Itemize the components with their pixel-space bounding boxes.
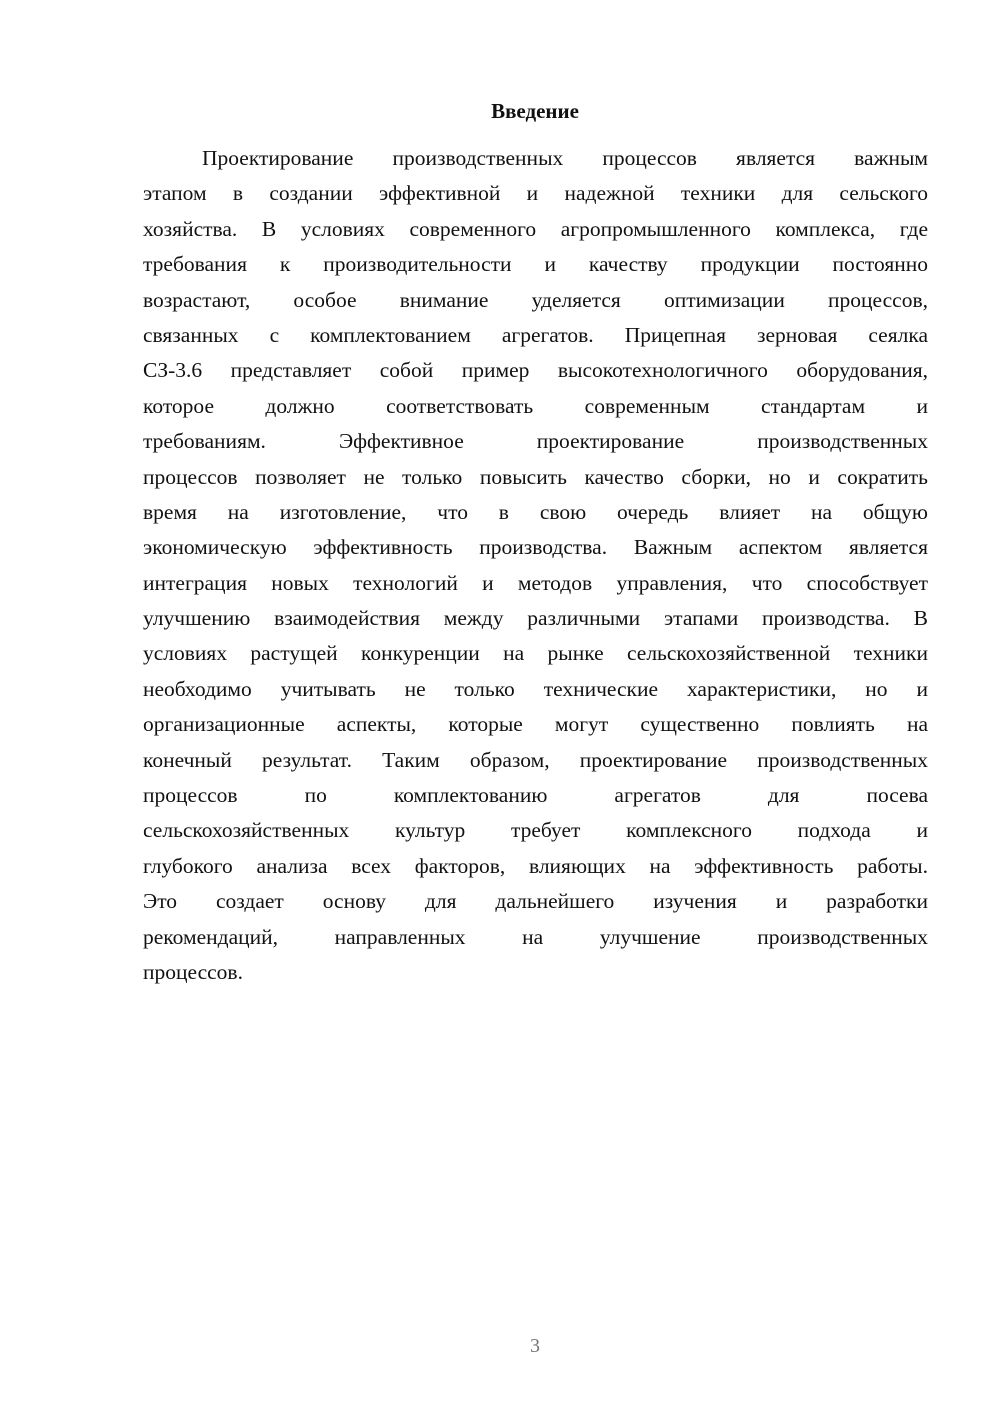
paragraph-line: этапом в создании эффективной и надежной техники для сельского xyxy=(143,181,928,206)
paragraph-line: рекомендаций, направленных на улучшение производственных xyxy=(143,924,928,949)
paragraph-line: Проектирование производственных процессов является важным xyxy=(202,146,928,170)
paragraph-line: экономическую эффективность производства. Важным аспектом является xyxy=(143,535,928,560)
paragraph-line: хозяйства. В условиях современного агропромышленного комплекса, где xyxy=(143,216,928,241)
body-paragraph xyxy=(143,141,928,990)
paragraph-line: процессов по комплектованию агрегатов для посева xyxy=(143,783,928,808)
paragraph-line: возрастают, особое внимание уделяется оптимизации процессов, xyxy=(143,287,928,312)
paragraph-line: время на изготовление, что в свою очередь влияет на общую xyxy=(143,499,928,524)
paragraph-line: конечный результат. Таким образом, проектирование производственных xyxy=(143,747,928,772)
paragraph-line: требованиям. Эффективное проектирование производственных xyxy=(143,429,928,454)
paragraph-line: которое должно соответствовать современным стандартам и xyxy=(143,393,928,418)
paragraph-line: организационные аспекты, которые могут существенно повлиять на xyxy=(143,712,928,737)
paragraph-line: глубокого анализа всех факторов, влияющих на эффективность работы. xyxy=(143,853,928,878)
paragraph-line: сельскохозяйственных культур требует комплексного подхода и xyxy=(143,818,928,843)
paragraph-line: требования к производительности и качеству продукции постоянно xyxy=(143,252,928,277)
paragraph-line: интеграция новых технологий и методов управления, что способствует xyxy=(143,570,928,595)
paragraph-line: процессов позволяет не только повысить качество сборки, но и сократить xyxy=(143,464,928,489)
paragraph-line: необходимо учитывать не только технические характеристики, но и xyxy=(143,676,928,701)
paragraph-line: связанных с комплектованием агрегатов. Прицепная зерновая сеялка xyxy=(143,322,928,347)
paragraph-line: Это создает основу для дальнейшего изучения и разработки xyxy=(143,889,928,914)
paragraph-line: улучшению взаимодействия между различными этапами производства. В xyxy=(143,606,928,631)
paragraph-line: процессов. xyxy=(143,959,243,984)
paragraph-line: условиях растущей конкуренции на рынке сельскохозяйственной техники xyxy=(143,641,928,666)
paragraph-line: СЗ-3.6 представляет собой пример высокотехнологичного оборудования, xyxy=(143,358,928,383)
section-heading: Введение xyxy=(491,99,579,123)
page-number: 3 xyxy=(530,1335,540,1357)
